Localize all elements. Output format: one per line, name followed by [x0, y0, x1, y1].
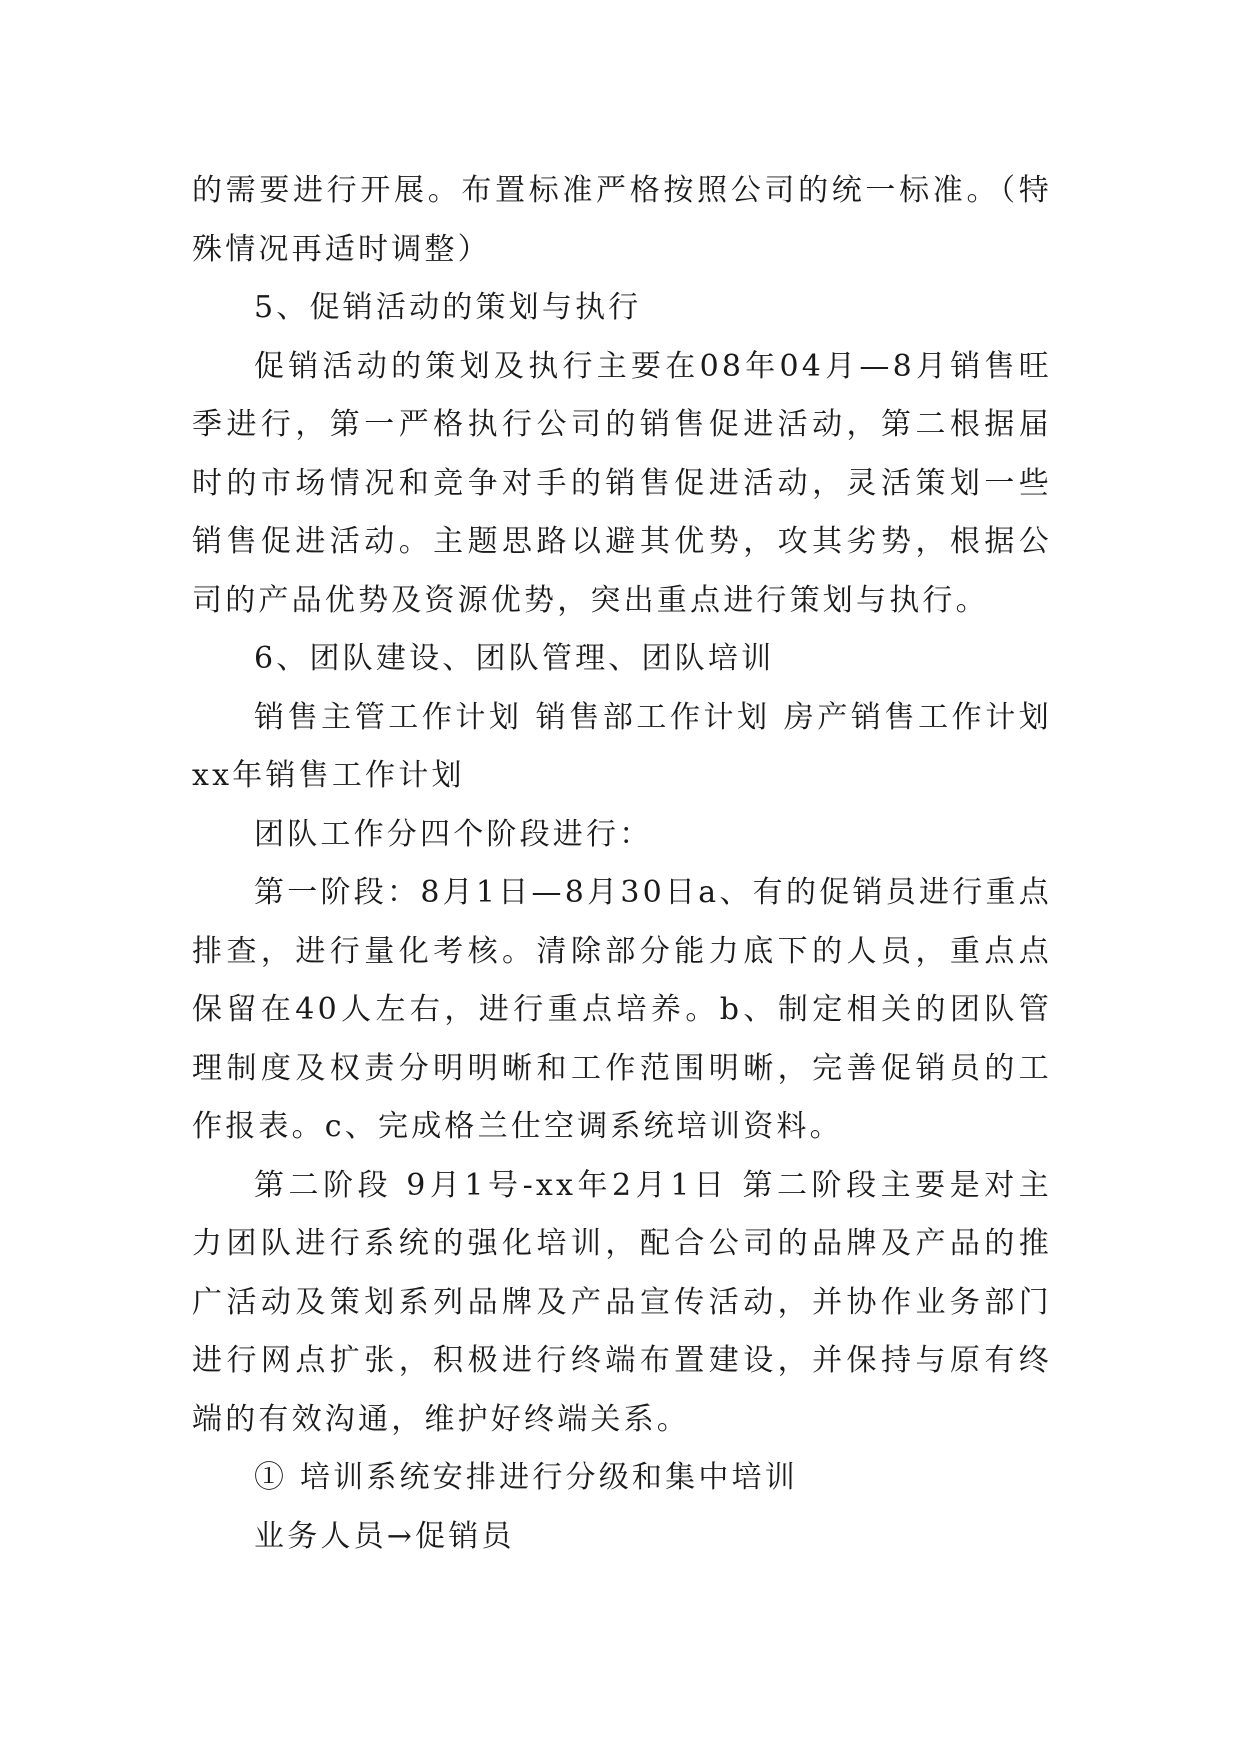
paragraph-related-links: 销售主管工作计划 销售部工作计划 房产销售工作计划 xx年销售工作计划 — [192, 699, 1052, 793]
section-heading-team: 6、团队建设、团队管理、团队培训 — [254, 641, 775, 676]
section-heading-promotion: 5、促销活动的策划与执行 — [254, 290, 642, 325]
document-body — [192, 162, 1052, 1566]
paragraph-team-stages-intro: 团队工作分四个阶段进行： — [254, 816, 653, 852]
paragraph-promotion-plan: 促销活动的策划及执行主要在08年04月—8月销售旺季进行，第一严格执行公司的销售促进活动，第二根据届时的市场情况和竞争对手的销售促进活动，灵活策划一些销售促进活动。主题思路以避其优势，攻其劣势，根据公司的产品优势及资源优势，突出重点进行策划与执行。 — [192, 348, 1052, 618]
paragraph-stage-two: 第二阶段 9月1号-xx年2月1日 第二阶段主要是对主力团队进行系统的强化培训，配合公司的品牌及产品的推广活动及策划系列品牌及产品宣传活动，并协作业务部门进行网点扩张，积极进行终端布置建设，并保持与原有终端的有效沟通，维护好终端关系。 — [192, 1167, 1052, 1437]
paragraph-stage-one: 第一阶段：8月1日—8月30日a、有的促销员进行重点排查，进行量化考核。清除部分能力底下的人员，重点点保留在40人左右，进行重点培养。b、制定相关的团队管理制度及权责分明明晰和工作范围明晰，完善促销员的工作报表。c、完成格兰仕空调系统培训资料。 — [192, 875, 1052, 1144]
paragraph-staff-flow: 业务人员→促销员 — [254, 1518, 515, 1554]
list-item-training: ① 培训系统安排进行分级和集中培训 — [254, 1460, 798, 1495]
paragraph-continuation: 的需要进行开展。布置标准严格按照公司的统一标准。（特殊情况再适时调整） — [192, 173, 1052, 267]
